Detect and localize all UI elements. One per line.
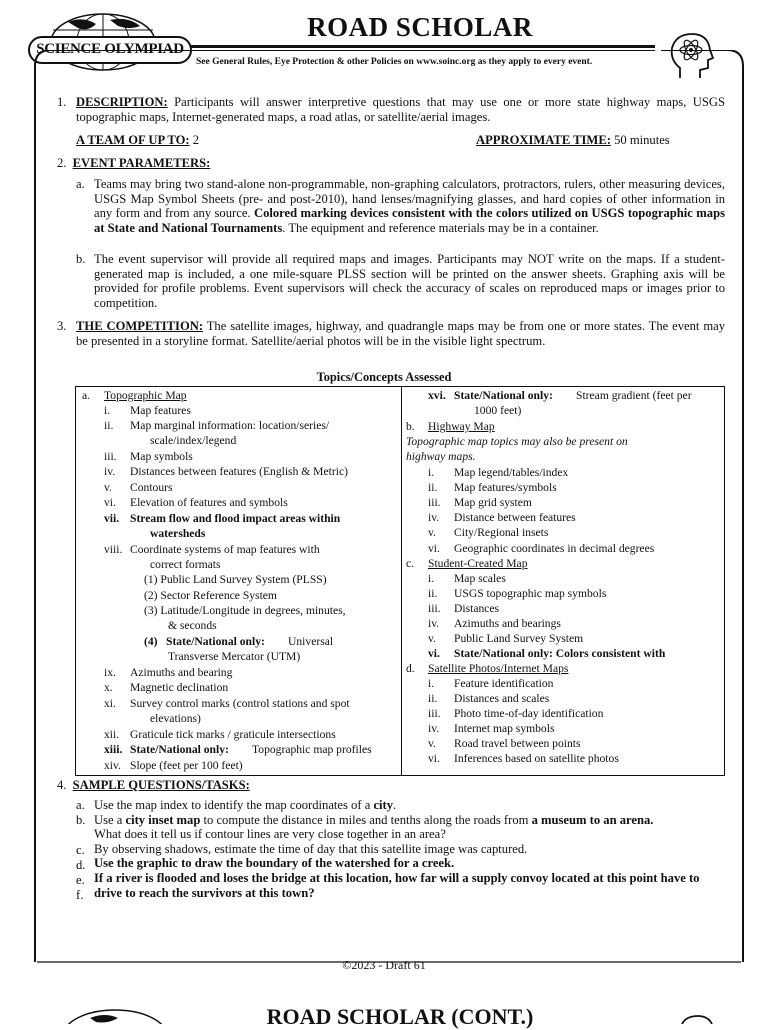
section-description xyxy=(57,95,725,124)
topics-table xyxy=(75,386,725,776)
next-page-title: ROAD SCHOLAR (CONT.) xyxy=(266,1004,534,1029)
sample-item: If a river is flooded and loses the bridge at this location, how far will a supply convoy located at this point have to drive to reach the survivors at this town? xyxy=(94,870,700,900)
sample-item: What does it tell us if contour lines are very close together in an area? xyxy=(94,827,446,842)
description-text: Participants will answer interpretive questions that may use one or more state highway maps, USGS topographic maps, Internet-generated maps, a road atlas, or satellite/aerial images. xyxy=(76,95,725,124)
competition-label: THE COMPETITION: xyxy=(76,319,204,333)
satellite-photos-title: Satellite Photos/Internet Maps xyxy=(428,662,569,675)
description-paragraph xyxy=(76,95,725,124)
team-size-value: 2 xyxy=(192,133,200,147)
page-title: ROAD SCHOLAR xyxy=(307,12,533,42)
parameter-b: b. The event supervisor will provide all required maps and images. Participants may NOT write on the maps. If a student-generated map is included, a one mile-square PLSS section will be printed on the answer sheets. Graphing axis will be provided for profile problems. Event supervisors will check the accuracy of scales on reproduced maps or images prior to competition. xyxy=(76,252,725,310)
rules-notice: See General Rules, Eye Protection & other Policies on www.soinc.org as they apply to every event. xyxy=(196,57,593,67)
topics-left-column: a. Topographic Map i. Map features ii. Map marginal information: location/series/ scale/index/legend iii. Map symbols iv. Distances between features (English & Metric) v. Contours vi. Elevation of features and symbols vii. Stream flow and flood impact areas within watersheds viii. Coordinate systems of map features with correct formats (1) Public Land Survey System (PLSS) (2) Sector Reference System (3) Latitude/Longitude in degrees, minutes, & seconds (4) State/National only: Universal Transverse Mercator (UTM) ix. Azimuths and bearing x. Magnetic declination xi. Survey control marks (control stations and spot elevations) xii. Graticule tick marks / graticule intersections xiii. State/National only: Topographic map profiles xiv. Slope (feet per 100 feet) xyxy=(82,389,372,772)
approximate-time: APPROXIMATE TIME: 50 minutes xyxy=(476,133,670,147)
section-sample-heading: 4. SAMPLE QUESTIONS/TASKS: xyxy=(57,778,250,792)
section-number: 1. xyxy=(57,95,67,109)
sample-item: Use a city inset map to compute the distance in miles and tenths along the roads from a museum to an arena. xyxy=(94,812,654,827)
next-page-globe-icon xyxy=(60,1008,170,1024)
highway-map-title: Highway Map xyxy=(428,420,495,433)
sample-item: By observing shadows, estimate the time of day that this satellite image was captured. xyxy=(94,841,528,856)
section-parameters-heading: 2. EVENT PARAMETERS: xyxy=(57,156,211,170)
page-footer: ©2023 - Draft 61 xyxy=(342,958,426,972)
sample-item: Use the graphic to draw the boundary of the watershed for a creek. xyxy=(94,856,455,871)
time-value: 50 minutes xyxy=(614,133,670,147)
sample-label: SAMPLE QUESTIONS/TASKS: xyxy=(72,778,250,792)
team-size: A TEAM OF UP TO: 2 xyxy=(76,133,200,147)
parameter-a: a. Teams may bring two stand-alone non-programmable, non-graphing calculators, protractors, rulers, other measuring devices, USGS Map Symbol Sheets (pre- and post-2010), hand lenses/magnifying glasses, and hard copies of other information in any form and from any source. Colored marking devices consistent with the colors utilized on USGS topographic maps at State and National Tournaments. The equipment and reference materials may be in a container. xyxy=(76,177,725,235)
section-competition: 3. THE COMPETITION: The satellite images, highway, and quadrangle maps may be from one or more states. The event may be presented in a storyline format. Satellite/aerial photos will be in the visible light spectrum. xyxy=(57,319,725,348)
topographic-map-title: Topographic Map xyxy=(104,389,187,402)
logo-wordmark: SCIENCE OLYMPIAD xyxy=(28,36,192,64)
topics-right-column: xvi. State/National only: Stream gradient (feet per 1000 feet) b. Highway Map Topographic map topics may also be present on highway maps. i. Map legend/tables/index ii. Map features/symbols iii. Map grid system iv. Distance between features v. City/Regional insets vi. Geographic coordinates in decimal degrees c. Student-Created Map i. Map scales ii. USGS topographic map symbols iii. Distances iv. Azimuths and bearings v. Public Land Survey System vi. State/National only: Colors consistent with d. Satellite Photos/Internet Maps i. Feature identification ii. Distances and scales iii. Photo time-of-day identification iv. Internet map symbols v. Road travel between points vi. Inferences based on satellite photos xyxy=(406,389,692,765)
parameters-label: EVENT PARAMETERS: xyxy=(72,156,211,170)
title-rule xyxy=(190,45,655,48)
student-created-map-title: Student-Created Map xyxy=(428,557,528,570)
sample-item: Use the map index to identify the map coordinates of a city. xyxy=(94,798,397,812)
description-label: DESCRIPTION: xyxy=(76,95,168,109)
sample-list: a. Use the map index to identify the map coordinates of a city. b. Use a city inset map to compute the distance in miles and tenths along the roads from a museum to an arena. c. What does it tell us if contour lines are very close together in an area? d. By observing shadows, estimate the time of day that this satellite image was captured. e. Use the graphic to draw the boundary of the watershed for a creek. f. If a river is flooded and loses the bridge at this location, how far will a supply convoy located at this point have to drive to reach the survivors at this town? xyxy=(76,798,725,900)
next-page-head-icon xyxy=(676,1014,716,1024)
topics-heading: Topics/Concepts Assessed xyxy=(316,370,452,384)
